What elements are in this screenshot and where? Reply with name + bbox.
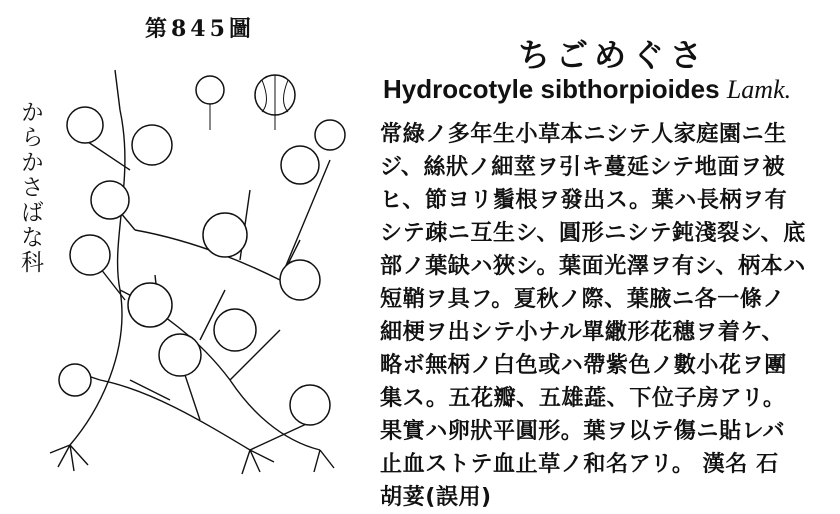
leaf [214,309,256,351]
root-cluster [50,445,88,471]
plant-family-label: からかさばな科 [17,100,43,275]
description-line: 止血ストテ血止草ノ和名アリ。 漢名 石 [380,452,779,477]
leaf [159,334,201,376]
description-line: 常綠ノ多年生小草本ニシテ人家庭園ニ生 [380,122,787,147]
leaf [67,107,103,143]
japanese-name: ちごめぐさ [518,36,709,74]
scientific-name-line [383,74,791,105]
description-line: ヒ、節ヨリ鬚根ヲ發出ス。葉ハ長柄ヲ有 [380,188,788,213]
scientific-name: Hydrocotyle sibthorpioides [383,74,720,104]
leaf [128,283,172,327]
plant-illustration [40,50,360,490]
description-line: 短鞘ヲ具フ。夏秋ノ際、葉腋ニ各一條ノ [380,287,786,312]
description-line: 果實ハ卵狀平圓形。葉ヲ以テ傷ニ貼レバ [380,419,786,444]
description-line: シテ疎ニ互生シ、圓形ニシテ鈍淺裂シ、底 [380,221,806,246]
description-line: 部ノ葉缺ハ狹シ。葉面光澤ヲ有シ、柄本ハ [380,254,806,279]
description-line: 胡荽(誤用) [380,485,492,510]
description-line: 集ス。五花瓣、五雄蕋、下位子房アリ。 [380,386,786,411]
species-description [380,118,832,514]
leaf [203,213,247,257]
root-cluster [314,450,334,472]
leaf [315,120,345,150]
author-citation: Lamk. [726,75,792,104]
description-line: ジ、絲狀ノ細莖ヲ引キ蔓延シテ地面ヲ被 [380,155,786,180]
root-cluster [242,450,274,474]
leaf [280,260,320,300]
leaf [70,235,110,275]
leaf [290,385,330,425]
creeping-stem [100,380,250,450]
figure-number: 第845圖 [145,16,255,42]
leaf [91,181,129,219]
leaf [132,125,172,165]
description-line: 略ボ無柄ノ白色或ハ帶紫色ノ數小花ヲ團 [380,353,787,378]
flower-detail [196,76,224,104]
leaf [281,146,319,184]
leaf [59,364,91,396]
description-line: 細梗ヲ出シテ小ナル單繖形花穗ヲ着ケ、 [380,320,785,345]
